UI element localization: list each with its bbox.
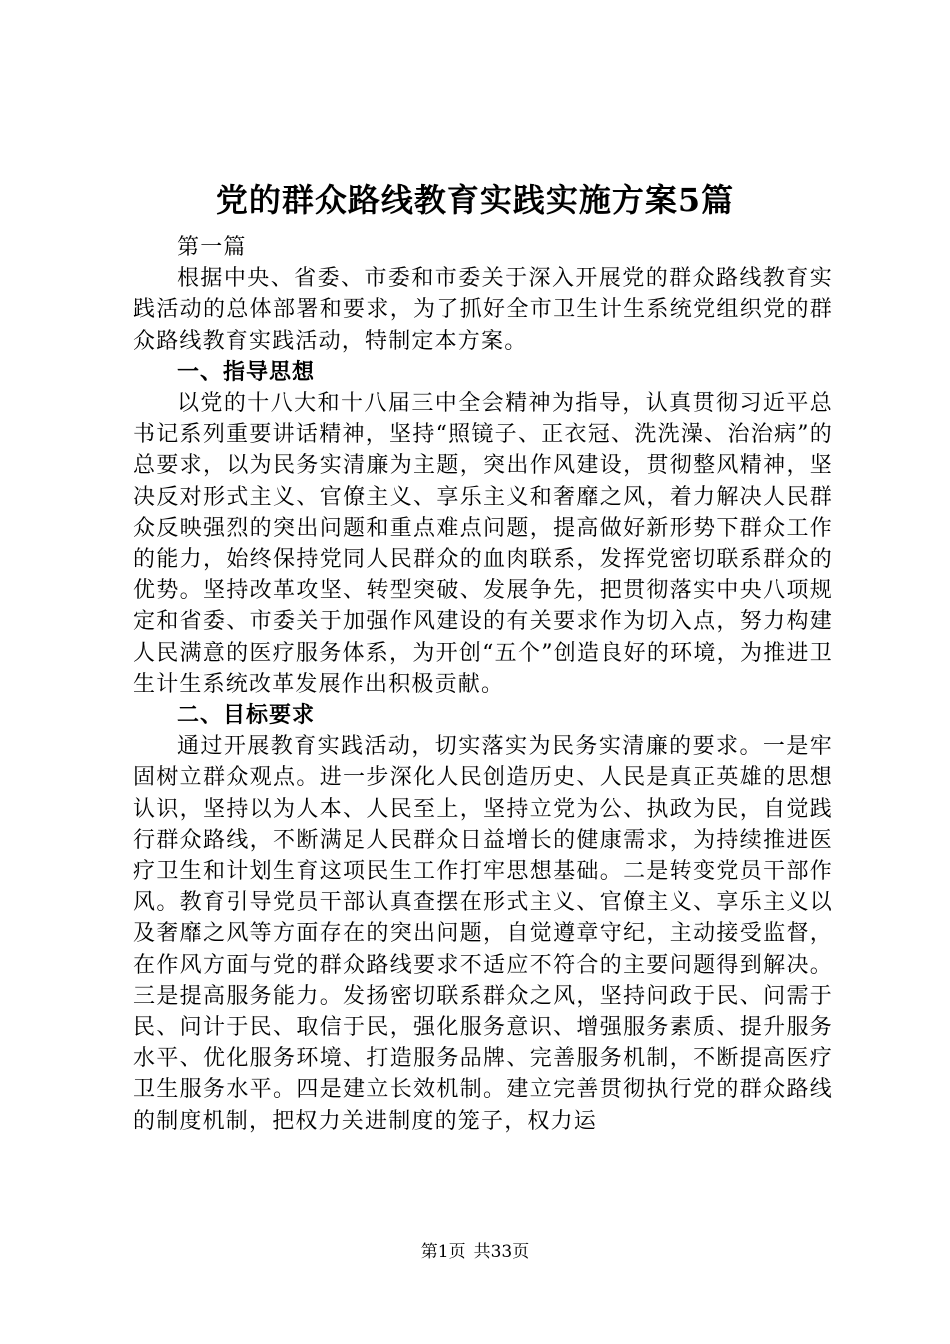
heading-goals: 二、目标要求	[177, 703, 316, 729]
page-total: 共33页	[473, 1242, 530, 1262]
paragraph-guiding-thought: 以党的十八大和十八届三中全会精神为指导，认真贯彻习近平总书记系列重要讲话精神，坚持“照镜子、正衣冠、洗洗澡、治治病”的总要求，以为民务实清廉为主题，突出作风建设，贯彻整风精神，坚决反对形式主义、官僚主义、享乐主义和奢靡之风，着力解决人民群众反映强烈的突出问题和重点难点问题，提高做好新形势下群众工作的能力，始终保持党同人民群众的血肉联系，发挥党密切联系群众的优势。坚持改革攻坚、转型突破、发展争先，把贯彻落实中央八项规定和省委、市委关于加强作风建设的有关要求作为切入点，努力构建人民满意的医疗服务体系，为开创“五个”创造良好的环境，为推进卫生计生系统改革发展作出积极贡献。	[133, 391, 833, 697]
document-title: 党的群众路线教育实践实施方案5篇	[215, 181, 735, 219]
document-body	[133, 232, 833, 1137]
section-label: 第一篇	[177, 235, 247, 260]
intro-paragraph: 根据中央、省委、市委和市委关于深入开展党的群众路线教育实践活动的总体部署和要求，为了抓好全市卫生计生系统党组织党的群众路线教育实践活动，特制定本方案。	[133, 266, 833, 354]
page-number: 第1页	[420, 1242, 466, 1262]
paragraph-goals: 通过开展教育实践活动，切实落实为民务实清廉的要求。一是牢固树立群众观点。进一步深化人民创造历史、人民是真正英雄的思想认识，坚持以为人本、人民至上，坚持立党为公、执政为民，自觉践行群众路线，不断满足人民群众日益增长的健康需求，为持续推进医疗卫生和计划生育这项民生工作打牢思想基础。二是转变党员干部作风。教育引导党员干部认真查摆在形式主义、官僚主义、享乐主义以及奢靡之风等方面存在的突出问题，自觉遵章守纪，主动接受监督，在作风方面与党的群众路线要求不适应不符合的主要问题得到解决。三是提高服务能力。发扬密切联系群众之风，坚持问政于民、问需于民、问计于民、取信于民，强化服务意识、增强服务素质、提升服务水平、优化服务环境、打造服务品牌、完善服务机制，不断提高医疗卫生服务水平。四是建立长效机制。建立完善贯彻执行党的群众路线的制度机制，把权力关进制度的笼子，权力运	[133, 734, 833, 1134]
page-footer	[0, 1241, 950, 1263]
heading-guiding-thought: 一、指导思想	[177, 359, 316, 385]
